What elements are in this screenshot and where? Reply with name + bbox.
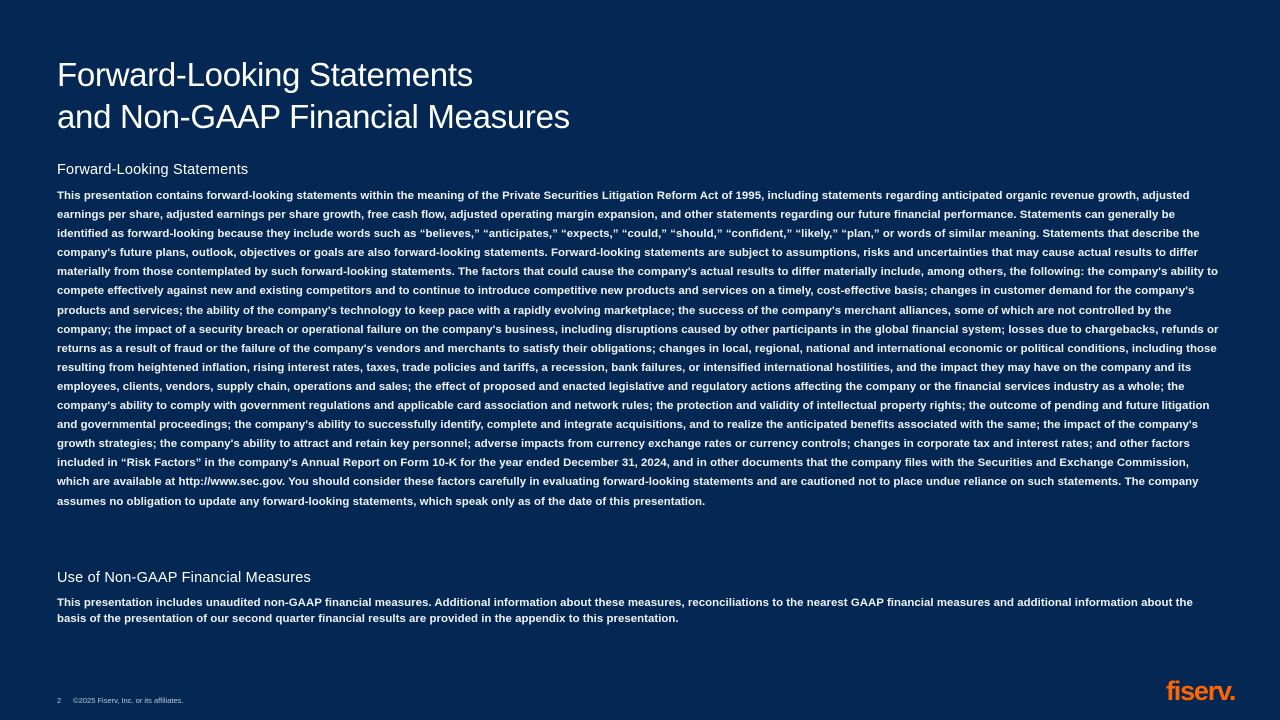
title-line-2: and Non-GAAP Financial Measures — [57, 98, 570, 135]
fiserv-logo: fiserv. — [1166, 676, 1236, 706]
footer — [57, 696, 183, 705]
non-gaap-body: This presentation includes unaudited non-GAAP financial measures. Additional information about these measures, reconciliations to the nearest GAAP financial measures and additional information about the basis of the presentation of our second quarter financial results are provided in the appendix to this presentation. — [57, 597, 1193, 626]
title-line-1: Forward-Looking Statements — [57, 56, 473, 93]
forward-looking-body: This presentation contains forward-looking statements within the meaning of the Private Securities Litigation Reform Act of 1995, including statements regarding anticipated organic revenue growth, adjusted earnings per share, adjusted earnings per share growth, free cash flow, adjusted operating margin expansion, and other statements regarding our future financial performance. Statements can generally be identified as forward-looking because they include words such as “believes,” “anticipates,” “expects,” “could,” “should,” “confident,” “likely,” “plan,” or words of similar meaning. Statements that describe the company's future plans, outlook, objectives or goals are also forward-looking statements. Forward-looking statements are subject to assumptions, risks and uncertainties that may cause actual results to differ materially from those contemplated by such forward-looking statements. The factors that could cause the company's actual results to differ materially include, among others, the following: the company's ability to compete effectively against new and existing competitors and to continue to introduce competitive new products and services on a timely, cost-effective basis; changes in customer demand for the company's products and services; the ability of the company's technology to keep pace with a rapidly evolving marketplace; the success of the company's merchant alliances, some of which are not controlled by the company; the impact of a security breach or operational failure on the company's business, including disruptions caused by other participants in the global financial system; losses due to chargebacks, refunds or returns as a result of fraud or the failure of the company's vendors and merchants to satisfy their obligations; changes in local, regional, national and international economic or political conditions, including those resulting from heightened inflation, rising interest rates, taxes, trade policies and tariffs, a recession, bank failures, or intensified international hostilities, and the impact they may have on the company and its employees, clients, vendors, supply chain, operations and sales; the effect of proposed and enacted legislative and regulatory actions affecting the company or the financial services industry as a whole; the company's ability to comply with government regulations and applicable card association and network rules; the protection and validity of intellectual property rights; the outcome of pending and future litigation and governmental proceedings; the company's ability to successfully identify, complete and integrate acquisitions, and to realize the anticipated benefits associated with the same; the impact of the company's growth strategies; the company's ability to attract and retain key personnel; adverse impacts from currency exchange rates or currency controls; changes in corporate tax and interest rates; and other factors included in “Risk Factors” in the company's Annual Report on Form 10-K for the year ended December 31, 2024, and in other documents that the company files with the Securities and Exchange Commission, which are available at http://www.sec.gov. You should consider these factors carefully in evaluating forward-looking statements and are cautioned not to place undue reliance on such statements. The company assumes no obligation to update any forward-looking statements, which speak only as of the date of this presentation. — [57, 190, 1219, 508]
non-gaap-heading: Use of Non-GAAP Financial Measures — [57, 570, 311, 586]
page-title — [57, 54, 957, 138]
copyright: ©2025 Fiserv, Inc. or its affiliates. — [73, 696, 184, 705]
forward-looking-heading: Forward-Looking Statements — [57, 162, 249, 178]
page-number: 2 — [57, 696, 62, 705]
